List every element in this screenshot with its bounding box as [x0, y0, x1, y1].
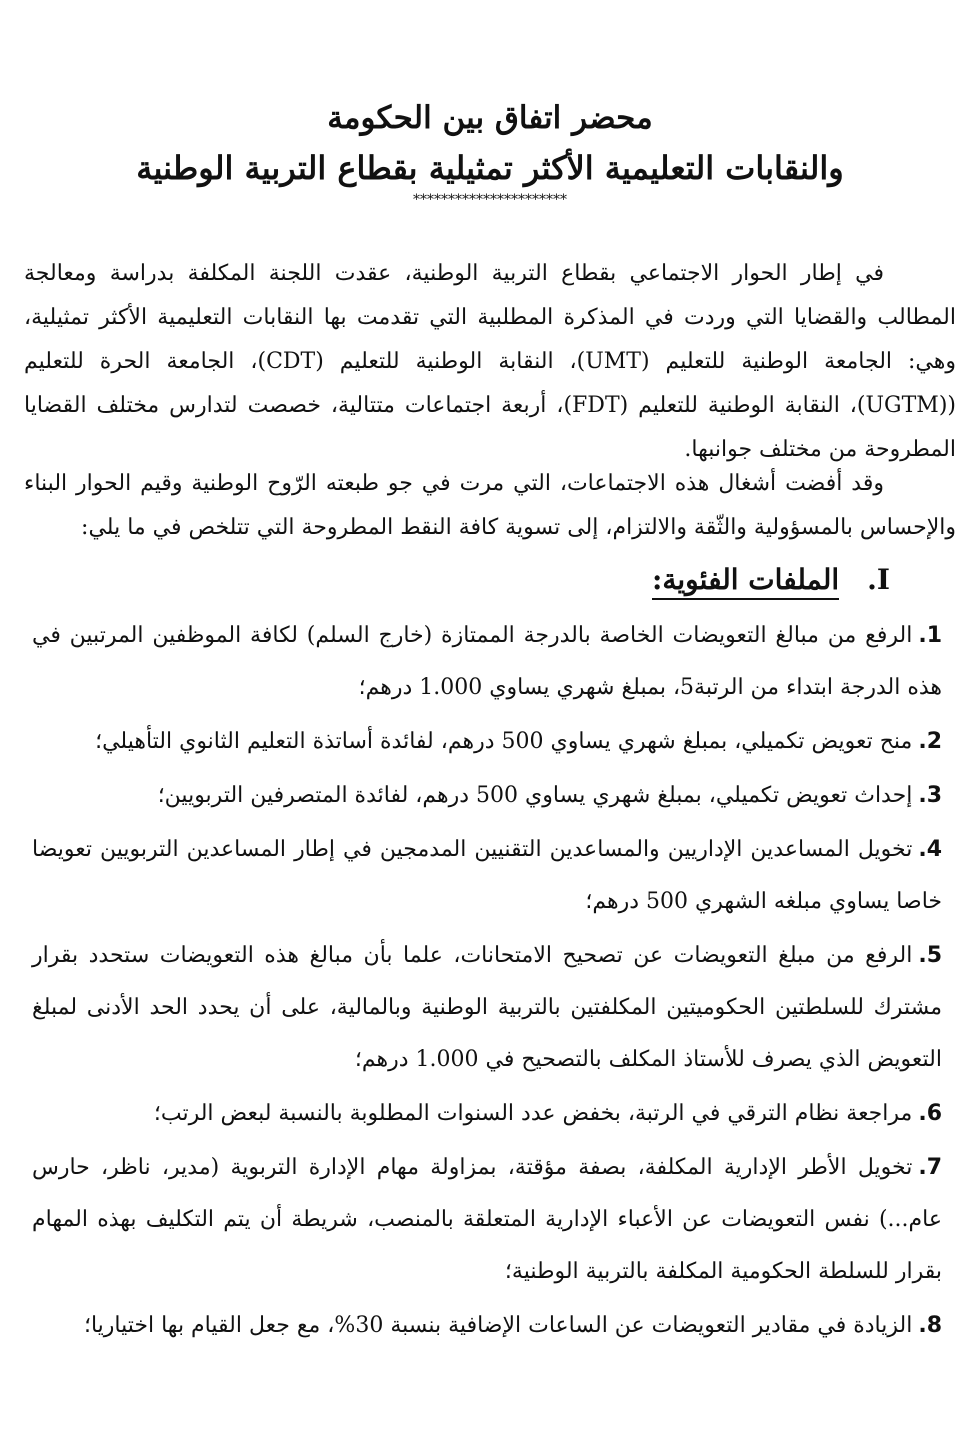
item-text: إحداث تعويض تكميلي، بمبلغ شهري يساوي 500 درهم، لفائدة المتصرفين التربويين؛ — [157, 783, 913, 808]
list-item — [32, 610, 942, 714]
measures-list — [32, 610, 942, 1354]
list-item — [32, 716, 942, 768]
section-heading — [652, 560, 890, 600]
section-title: الملفات الفئوية: — [652, 563, 839, 600]
item-number: 1. — [918, 623, 942, 648]
list-item — [32, 1142, 942, 1298]
document-title-line2: والنقابات التعليمية الأكثر تمثيلية بقطاع التربية الوطنية — [136, 149, 844, 187]
item-number: 6. — [918, 1101, 942, 1126]
item-text: تخويل المساعدين الإداريين والمساعدين التقنيين المدمجين في إطار المساعدين التربويين تعويضا خاصا يساوي مبلغه الشهري 500 درهم؛ — [32, 837, 942, 914]
item-text: الرفع من مبالغ التعويضات الخاصة بالدرجة الممتازة (خارج السلم) لكافة الموظفين المرتبين في هذه الدرجة ابتداء من الرتبة5، بمبلغ شهري يساوي 1.000 درهم؛ — [32, 623, 942, 700]
list-item — [32, 770, 942, 822]
intro-paragraph-2: وقد أفضت أشغال هذه الاجتماعات، التي مرت في جو طبعته الرّوح الوطنية وقيم الحوار البناء والإحساس بالمسؤولية والثّقة والالتزام، إلى تسوية كافة النقط المطروحة التي تتلخص في ما يلي: — [24, 471, 956, 540]
item-number: 8. — [918, 1313, 942, 1338]
item-number: 7. — [918, 1155, 942, 1180]
item-text: تخويل الأطر الإدارية المكلفة، بصفة مؤقتة، بمزاولة مهام الإدارة التربوية (مدير، ناظر، حارس عام...) نفس التعويضات عن الأعباء الإدارية المتعلقة بالمنصب، شريطة أن يتم التكليف بهذه المهام بقرار للسلطة الحكومية المكلفة بالتربية الوطنية؛ — [32, 1155, 942, 1284]
item-number: 4. — [918, 837, 942, 862]
list-item — [32, 1088, 942, 1140]
item-text: الزيادة في مقادير التعويضات عن الساعات الإضافية بنسبة 30%، مع جعل القيام بها اختياريا؛ — [83, 1313, 913, 1338]
item-number: 2. — [918, 729, 942, 754]
intro-paragraph-1: في إطار الحوار الاجتماعي بقطاع التربية الوطنية، عقدت اللجنة المكلفة بدراسة ومعالجة المطالب والقضايا التي وردت في المذكرة المطلبية التي تقدمت بها النقابات التعليمية الأكثر تمثيلية، وهي: الجامعة الوطنية للتعليم (UMT)، النقابة الوطنية للتعليم (CDT)، الجامعة الحرة للتعليم ((UGTM)، النقابة الوطنية للتعليم (FDT)، أربعة اجتماعات متتالية، خصصت لتدارس مختلف القضايا المطروحة من مختلف جوانبها. — [24, 261, 956, 462]
list-item — [32, 824, 942, 928]
item-number: 3. — [918, 783, 942, 808]
item-text: مراجعة نظام الترقي في الرتبة، بخفض عدد السنوات المطلوبة بالنسبة لبعض الرتب؛ — [153, 1101, 913, 1126]
item-text: الرفع من مبلغ التعويضات عن تصحيح الامتحانات، علما بأن مبالغ هذه التعويضات ستحدد بقرار مشترك للسلطتين الحكوميتين المكلفتين بالتربية الوطنية وبالمالية، على أن يحدد الحد الأدنى لمبلغ التعويض الذي يصرف للأستاذ المكلف بالتصحيح في 1.000 درهم؛ — [32, 943, 942, 1072]
document-title-line1: محضر اتفاق بين الحكومة — [327, 100, 653, 136]
item-text: منح تعويض تكميلي، بمبلغ شهري يساوي 500 درهم، لفائدة أساتذة التعليم الثانوي التأهيلي؛ — [95, 729, 913, 754]
title-separator: ********************** — [413, 192, 567, 208]
list-item — [32, 930, 942, 1086]
item-number: 5. — [918, 943, 942, 968]
list-item — [32, 1300, 942, 1352]
section-number: I. — [867, 563, 890, 596]
